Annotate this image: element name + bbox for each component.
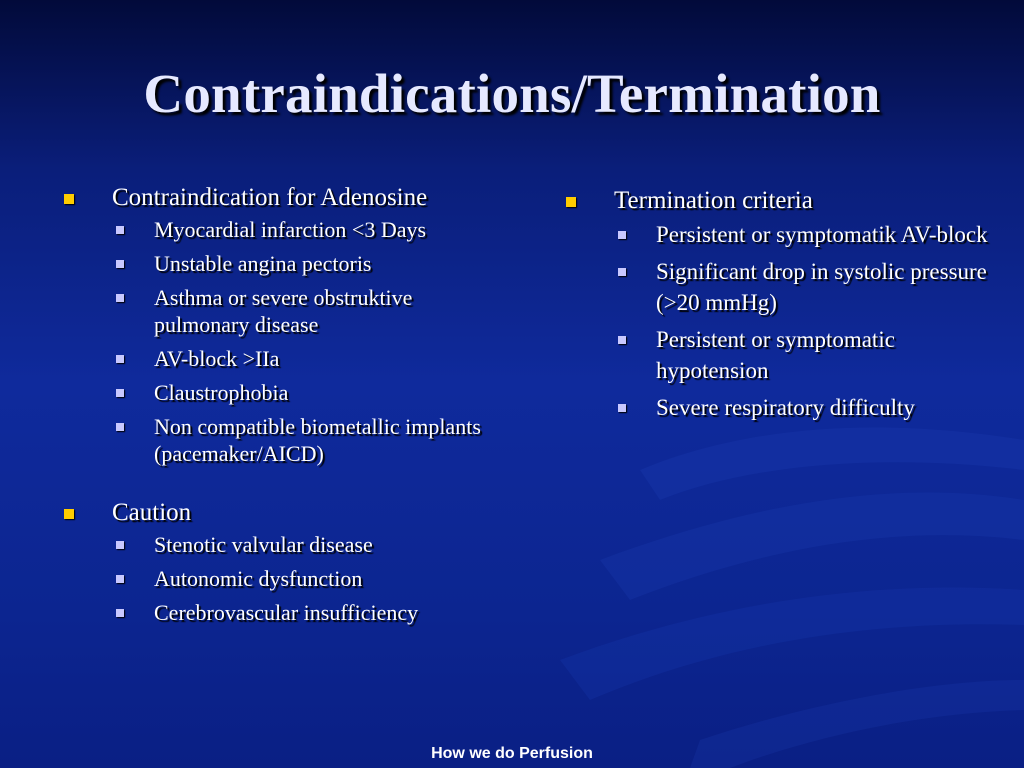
list-item-text: AV-block >IIa	[154, 346, 280, 371]
list-item-text: Unstable angina pectoris	[154, 251, 372, 276]
section-heading: Contraindication for Adenosine	[112, 184, 428, 211]
square-bullet-icon	[618, 404, 626, 412]
square-bullet-icon	[116, 226, 124, 234]
list-item-text: Claustrophobia	[154, 380, 289, 405]
square-bullet-icon	[116, 575, 124, 583]
section-heading: Caution	[112, 499, 192, 526]
square-bullet-icon	[116, 541, 124, 549]
section-termination-criteria	[562, 185, 1002, 423]
section-caution	[60, 497, 510, 626]
list-item-text: Non compatible biometallic implants (pacemaker/AICD)	[154, 414, 481, 466]
list-item	[112, 250, 510, 277]
list-item	[112, 216, 510, 243]
square-bullet-icon	[116, 609, 124, 617]
square-bullet-icon	[116, 355, 124, 363]
square-bullet-icon	[116, 294, 124, 302]
termination-list	[614, 219, 1002, 423]
list-item	[112, 599, 510, 626]
section-contraindication-adenosine	[60, 182, 510, 467]
caution-list	[112, 531, 510, 626]
list-item-text: Persistent or symptomatik AV-block	[656, 222, 988, 247]
slide-footer: How we do Perfusion	[431, 745, 593, 762]
square-bullet-icon	[618, 231, 626, 239]
list-item	[614, 324, 1002, 386]
square-bullet-icon	[116, 423, 124, 431]
right-bullet-column	[562, 185, 1002, 429]
slide-title: Contraindications/Termination	[143, 63, 881, 124]
section-heading: Termination criteria	[614, 187, 813, 214]
list-item-text: Autonomic dysfunction	[154, 566, 363, 591]
list-item	[614, 392, 1002, 423]
list-item	[112, 531, 510, 558]
square-bullet-icon	[116, 260, 124, 268]
list-item-text: Cerebrovascular insufficiency	[154, 600, 419, 625]
list-item-text: Persistent or symptomatic hypotension	[656, 327, 895, 383]
list-item-text: Significant drop in systolic pressure (>20 mmHg)	[656, 259, 987, 315]
list-item	[112, 345, 510, 372]
square-bullet-icon	[618, 268, 626, 276]
left-bullet-column	[60, 182, 510, 633]
square-bullet-icon	[116, 389, 124, 397]
list-item	[614, 219, 1002, 250]
contraindication-list	[112, 216, 510, 467]
list-item	[614, 256, 1002, 318]
square-bullet-icon	[64, 194, 74, 204]
list-item	[112, 565, 510, 592]
list-item-text: Stenotic valvular disease	[154, 532, 373, 557]
list-item-text: Myocardial infarction <3 Days	[154, 217, 427, 242]
square-bullet-icon	[64, 509, 74, 519]
list-item-text: Asthma or severe obstruktive pulmonary disease	[154, 285, 413, 337]
square-bullet-icon	[618, 336, 626, 344]
list-item	[112, 413, 510, 467]
square-bullet-icon	[566, 197, 576, 207]
list-item	[112, 284, 510, 338]
list-item	[112, 379, 510, 406]
list-item-text: Severe respiratory difficulty	[656, 395, 915, 420]
